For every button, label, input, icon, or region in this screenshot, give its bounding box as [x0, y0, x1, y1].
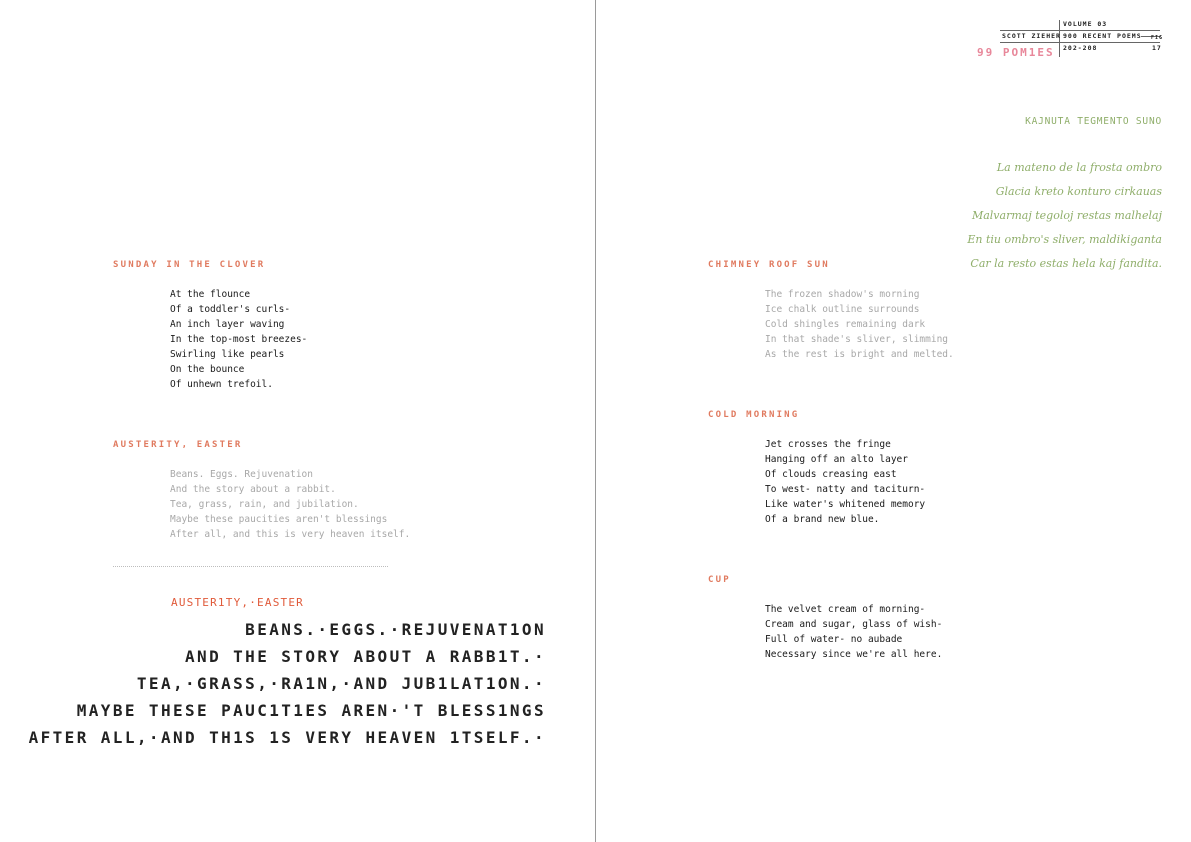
translation-body [967, 156, 1162, 276]
poem-title: CHIMNEY ROOF SUN [708, 260, 830, 270]
large-poem-line: TEA,·GRASS,·RA1N,·AND JUB1LAT1ON.· [136, 674, 546, 693]
poem-title: CUP [708, 575, 731, 585]
translation-line: Car la resto estas hela kaj fandita. [970, 257, 1162, 270]
large-poem-title: AUSTER1TY,·EASTER [171, 596, 304, 609]
poem-line: After all, and this is very heaven itself. [170, 529, 411, 540]
translation-line: En tiu ombro's sliver, maldikiganta [967, 233, 1162, 246]
poem-line: Maybe these paucities aren't blessings [170, 514, 388, 525]
poem-line: Ice chalk outline surrounds [765, 304, 920, 315]
author-label: SCOTT ZIEHER [1002, 32, 1061, 40]
large-poem-line: BEANS.·EGGS.·REJUVENAT1ON [245, 620, 546, 639]
poem-line: Of a brand new blue. [765, 514, 880, 525]
translation-line: Malvarmaj tegoloj restas malhelaj [971, 209, 1162, 222]
poem-title: COLD MORNING [708, 410, 800, 420]
range-label: 202-208 [1063, 44, 1098, 52]
page-number: 17 [1152, 44, 1162, 52]
poem-title: SUNDAY IN THE CLOVER [113, 260, 266, 270]
poem-line: Hanging off an alto layer [765, 454, 908, 465]
translation-line: Glacia kreto konturo cirkauas [995, 185, 1162, 198]
large-poem-line: AFTER ALL,·AND TH1S 1S VERY HEAVEN 1TSELF.· [28, 728, 546, 747]
poem-title: AUSTERITY, EASTER [113, 440, 243, 450]
poem-body [170, 287, 307, 392]
poem-line: Jet crosses the fringe [765, 439, 891, 450]
poem-line: Cold shingles remaining dark [765, 319, 926, 330]
poem-body [170, 467, 410, 542]
brand-logo: 99 POM1ES [977, 46, 1055, 59]
large-poem-line: MAYBE THESE PAUC1T1ES AREN·'T BLESS1NGS [76, 701, 546, 720]
poem-line: Of a toddler's curls- [170, 304, 291, 315]
poem-line: At the flounce [170, 289, 251, 300]
poem-line: Full of water- no aubade [765, 634, 903, 645]
right-page [596, 0, 1191, 842]
header-rule [1000, 42, 1160, 43]
poem-line: Of clouds creasing east [765, 469, 897, 480]
poem-line: As the rest is bright and melted. [765, 349, 954, 360]
poem-body [765, 437, 925, 527]
poem-body [765, 602, 942, 662]
poem-line: Swirling like pearls [170, 349, 285, 360]
poem-line: To west- natty and taciturn- [765, 484, 926, 495]
poem-line: Necessary since we're all here. [765, 649, 943, 660]
poem-line: The velvet cream of morning- [765, 604, 926, 615]
poem-line: In the top-most breezes- [170, 334, 308, 345]
poem-line: Tea, grass, rain, and jubilation. [170, 499, 359, 510]
poem-line: Beans. Eggs. Rejuvenation [170, 469, 313, 480]
translation-title: KAJNUTA TEGMENTO SUNO [1025, 116, 1162, 127]
header-rule [1000, 30, 1160, 31]
corner-label: FIG [1151, 35, 1164, 41]
translation-line: La mateno de la frosta ombro [996, 161, 1162, 174]
poem-line: Of unhewn trefoil. [170, 379, 273, 390]
volume-label: VOLUME 03 [1063, 20, 1108, 28]
poem-line: The frozen shadow's morning [765, 289, 920, 300]
subtitle-label: 900 RECENT POEMS [1063, 32, 1142, 40]
poem-body [765, 287, 954, 362]
poem-line: In that shade's sliver, slimming [765, 334, 949, 345]
poem-line: Cream and sugar, glass of wish- [765, 619, 943, 630]
large-poem-line: AND THE STORY ABOUT A RABB1T.· [185, 647, 546, 666]
poem-line: On the bounce [170, 364, 245, 375]
poem-line: Like water's whitened memory [765, 499, 926, 510]
poem-line: And the story about a rabbit. [170, 484, 336, 495]
dotted-divider [113, 566, 388, 567]
poem-line: An inch layer waving [170, 319, 285, 330]
